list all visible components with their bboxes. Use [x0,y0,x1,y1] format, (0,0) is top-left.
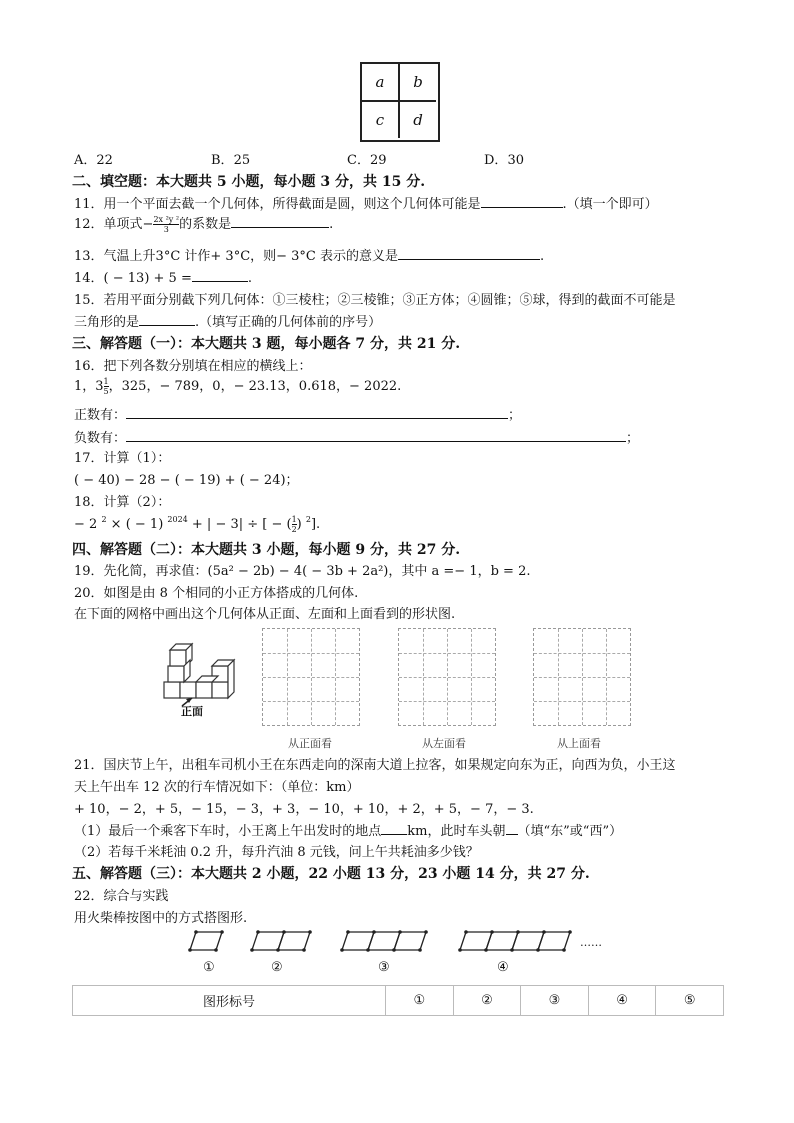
grid-top[interactable] [533,628,631,726]
q12-fraction: $\frac{\text{2x ²y ²}}{3}$ [153,215,180,234]
table-col-1: ① [386,986,454,1016]
grid-label-top: 从上面看 [557,737,601,750]
q20-line1: 20．如图是由 8 个相同的小正方体搭成的几何体. [74,586,359,601]
q19: 19．先化简，再求值：(5a² − 2b) − 4( − 3b + 2a²)，其中 a =− 1，b = 2. [74,564,531,579]
q18-expr: − 2 $^2$ × ( − 1) $^{2024}$ + | − 3| ÷ [ − ( $\frac{1}{2}$ ) $^2$]. [74,515,321,534]
q20-line2: 在下面的网格中画出这个几何体从正面、左面和上面看到的形状图. [74,607,456,622]
section4-title: 四、解答题（二）：本大题共 3 小题，每小题 9 分，共 27 分. [72,542,461,558]
q21-line1: 21．国庆节上午，出租车司机小王在东西走向的深南大道上拉客，如果规定向东为正，向西为负，小王这 [74,758,676,773]
q15-blank[interactable] [139,313,195,326]
grid-line [263,653,359,654]
q16-numbers: 1，3 $\frac{1}{5}$ ，325，− 789，0，− 23.13，0.618，− 2022. [74,377,402,396]
pattern-label-2: ② [271,960,283,975]
q12: 12．单项式− $\frac{\text{2x ²y ²}}{3}$ 的系数是 . [74,215,334,234]
distance-blank[interactable] [381,822,407,835]
q16-positive: 正数有： ； [74,408,522,423]
table-col-4: ④ [588,986,656,1016]
table-col-5: ⑤ [656,986,724,1016]
matchstick-pattern-4 [458,930,572,952]
q22-title: 22．综合与实践 [74,889,169,904]
cell-c: c [362,102,400,138]
ellipsis: …… [580,936,602,949]
q21-part2: （2）若每千米耗油 0.2 升，每升汽油 8 元钱，问上午共耗油多少钱？ [74,845,479,860]
q15-line2: 三角形的是 .（填写正确的几何体前的序号） [74,315,382,330]
pattern-label-1: ① [203,960,215,975]
matchstick-pattern-2 [250,930,312,952]
grid-line [263,677,359,678]
abcd-figure [360,62,440,142]
q13: 13．气温上升3°C 计作+ 3°C，则− 3°C 表示的意义是 . [74,249,545,264]
q16-text: 16．把下列各数分别填在相应的横线上： [74,359,312,374]
matchstick-patterns [186,928,606,956]
grid-left[interactable] [398,628,496,726]
q12-blank[interactable] [231,215,329,228]
figure-table [72,985,724,1016]
cell-d: d [413,111,423,129]
q11-blank[interactable] [481,195,563,208]
grid-line [399,677,495,678]
grid-label-front: 从正面看 [288,737,332,750]
positive-blank[interactable] [126,406,508,419]
cell-a: a [362,64,400,102]
matchstick-pattern-3 [340,930,428,952]
q14-blank[interactable] [192,269,248,282]
section3-title: 三、解答题（一）：本大题共 3 题，每小题各 7 分，共 21 分. [72,336,461,352]
grid-line [534,701,630,702]
table-col-2: ② [453,986,521,1016]
grid-line [399,653,495,654]
table-col-3: ③ [521,986,589,1016]
q13-blank[interactable] [398,247,540,260]
q21-part1: （1）最后一个乘客下车时，小王离上午出发时的地点 km，此时车头朝 （填“东”或“西”） [74,824,623,839]
grid-line [263,701,359,702]
front-label: 正面 [181,705,203,718]
q16-negative: 负数有： ； [74,431,640,446]
section5-title: 五、解答题（三）：本大题共 2 小题，22 小题 13 分，23 小题 14 分，共 27 分. [72,866,590,882]
grid-label-left: 从左面看 [422,737,466,750]
option-c: C．29 [347,153,387,168]
grid-line [534,677,630,678]
q17-expr: ( − 40) − 28 − ( − 19) + ( − 24)； [74,473,299,488]
option-b: B．25 [211,153,251,168]
table-header: 图形标号 [73,986,386,1016]
q14: 14．( − 13) + 5 = . [74,271,252,286]
q15-line1: 15．若用平面分别截下列几何体：①三棱柱；②三棱锥；③正方体；④圆锥；⑤球，得到的截面不可能是 [74,293,676,308]
q11: 11．用一个平面去截一个几何体，所得截面是圆，则这个几何体可能是 .（填一个即可） [74,197,658,212]
direction-blank[interactable] [506,822,518,835]
q21-data: + 10，− 2，+ 5，− 15，− 3，+ 3，− 10，+ 10，+ 2，+ 5，− 7，− 3. [74,802,534,817]
grid-line [399,701,495,702]
q17-title: 17．计算（1）： [74,451,171,466]
grid-line [534,653,630,654]
option-d: D．30 [484,153,524,168]
grid-front[interactable] [262,628,360,726]
matchstick-pattern-1 [188,930,224,952]
q21-line2: 天上午出车 12 次的行车情况如下：（单位：km） [74,780,360,795]
pattern-label-4: ④ [497,960,509,975]
pattern-label-3: ③ [378,960,390,975]
negative-blank[interactable] [126,429,626,442]
option-a: A．22 [74,153,113,168]
section2-title: 二、填空题：本大题共 5 小题，每小题 3 分，共 15 分. [72,174,426,190]
q18-title: 18．计算（2）： [74,495,171,510]
q22-text: 用火柴棒按图中的方式搭图形. [74,911,248,926]
cell-b: b [400,64,436,102]
